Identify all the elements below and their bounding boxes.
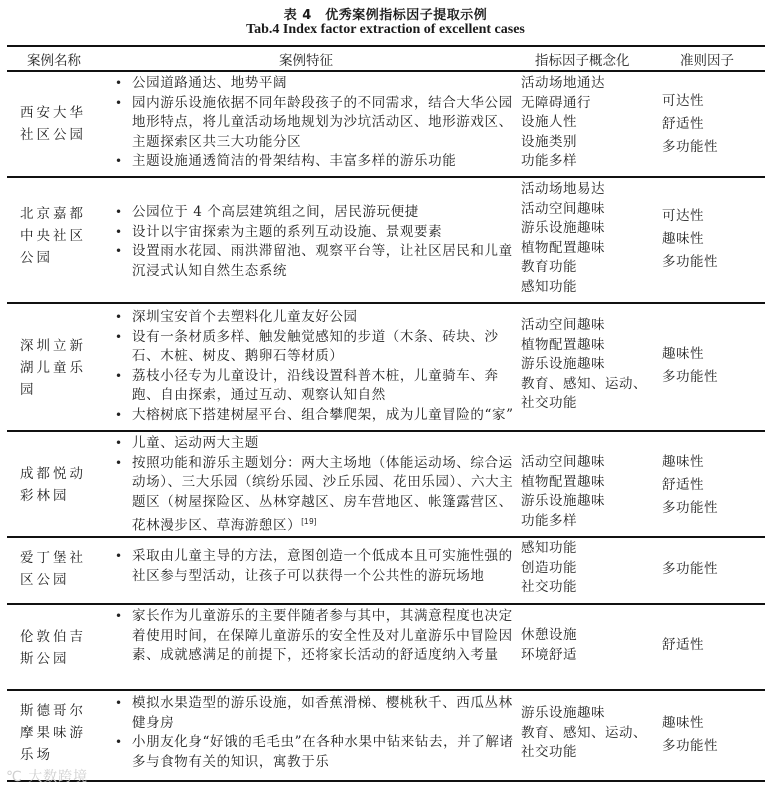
criteria-factors: 可达性 趣味性 多功能性 xyxy=(662,208,718,270)
watermark-icon: ℃ xyxy=(6,769,29,785)
case-name: 深圳立新湖儿童乐园 xyxy=(20,338,86,398)
feature-item: • 模拟水果造型的游乐设施，如香蕉滑梯、樱桃秋千、西瓜丛林健身房 xyxy=(115,695,513,731)
bullet-icon: • xyxy=(115,735,123,749)
table-caption-chinese: 表 4 优秀案例指标因子提取示例 xyxy=(283,8,488,23)
index-factors: 活动场地易达 活动空间趣味 游乐设施趣味 植物配置趣味 教育功能 感知功能 xyxy=(521,181,605,295)
feature-item: • 采取由儿童主导的方法，意图创造一个低成本且可实施性强的社区参与型活动，让孩子可以获得一个公共性的游玩场地 xyxy=(115,548,513,584)
bullet-icon: • xyxy=(115,224,123,239)
feature-item: • 公园道路通达、地势平阔 xyxy=(112,74,514,94)
feature-item: • 荔枝小径专为儿童设计，沿线设置科普木桩，儿童骑车、奔跑、自由探索，通过互动、观察认知自然 xyxy=(115,367,499,403)
case-features xyxy=(112,694,514,772)
row-divider xyxy=(7,603,765,605)
bullet-icon: • xyxy=(115,407,123,422)
feature-item: • 设有一条材质多样、触发触觉感知的步道（木条、砖块、沙石、木桩、树皮、鹅卵石等材质） xyxy=(115,328,499,364)
bullet-icon: • xyxy=(115,549,123,563)
case-features xyxy=(112,74,514,172)
case-name: 成都悦动彩林园 xyxy=(20,466,86,504)
feature-item: • 主题设施通透简洁的骨架结构、丰富多样的游乐功能 xyxy=(112,152,514,172)
bullet-icon: • xyxy=(115,368,123,383)
bullet-icon: • xyxy=(115,76,123,90)
bullet-icon: • xyxy=(115,95,123,110)
header-criteria: 准则因子 xyxy=(680,53,734,69)
table-caption-english: Tab.4 Index factor extraction of excellent cases xyxy=(246,22,525,37)
bullet-icon: • xyxy=(115,329,123,344)
feature-item: • 设计以宇宙探索为主题的系列互动设施、景观要素 xyxy=(112,223,514,243)
feature-item: • 公园位于 4 个高层建筑组之间，居民游玩便捷 xyxy=(112,203,514,223)
case-features xyxy=(112,434,514,536)
table-bottom-rule xyxy=(7,780,765,782)
case-name: 斯德哥尔摩果味游乐场 xyxy=(20,703,86,763)
criteria-factors: 趣味性 多功能性 xyxy=(662,715,718,754)
case-features xyxy=(112,203,514,281)
criteria-factors: 舒适性 xyxy=(662,637,704,653)
row-divider xyxy=(7,176,765,178)
citation-reference[interactable]: [19] xyxy=(301,517,317,526)
index-factors: 感知功能 创造功能 社交功能 xyxy=(521,540,577,595)
bullet-icon: • xyxy=(115,205,123,219)
table-top-rule xyxy=(7,45,765,47)
feature-item: • 儿童、运动两大主题 xyxy=(112,434,514,454)
bullet-icon: • xyxy=(115,696,123,710)
bullet-icon: • xyxy=(115,310,123,324)
bullet-icon: • xyxy=(115,609,123,623)
feature-item: • 家长作为儿童游乐的主要伴随者参与其中，其满意程度也决定着使用时间，在保障儿童游乐的安全性及对儿童游乐中冒险因素、成就感满足的前提下，还将家长活动的舒适度纳入考量 xyxy=(115,608,513,663)
case-features xyxy=(112,308,514,425)
case-name: 西安大华社区公园 xyxy=(20,105,86,143)
bullet-icon: • xyxy=(115,455,123,470)
feature-item: • 小朋友化身“好饿的毛毛虫”在各种水果中钻来钻去，并了解诸多与食物有关的知识，寓教于乐 xyxy=(115,734,514,770)
criteria-factors: 趣味性 舒适性 多功能性 xyxy=(662,454,718,516)
header-index-factors: 指标因子概念化 xyxy=(535,53,630,69)
row-divider xyxy=(7,689,765,691)
feature-item: • 按照功能和游乐主题划分：两大主场地（体能运动场、综合运动场）、三大乐园（缤纷乐园、沙丘乐园、花田乐园）、六大主题区（树屋探险区、丛林穿越区、房车营地区、帐篷露营区、花林漫步区、草海游憩区）[19] xyxy=(115,454,514,534)
row-divider xyxy=(7,430,765,432)
index-factors: 游乐设施趣味 教育、感知、运动、 社交功能 xyxy=(521,705,647,760)
case-features xyxy=(112,607,514,666)
case-name: 爱丁堡社区公园 xyxy=(20,550,86,588)
header-bottom-rule xyxy=(7,70,765,72)
feature-item: • 园内游乐设施依据不同年龄段孩子的不同需求，结合大华公园地形特点，将儿童活动场地规划为沙坑活动区、地形游戏区、主题探索区共三大功能分区 xyxy=(115,94,513,150)
bullet-icon: • xyxy=(115,244,123,258)
index-factors: 活动场地通达 无障碍通行 设施人性 设施类别 功能多样 xyxy=(521,75,605,169)
case-name: 北京嘉都中央社区公园 xyxy=(20,206,86,266)
feature-item: • 设置雨水花园、雨洪滞留池、观察平台等，让社区居民和儿童沉浸式认知自然生态系统 xyxy=(115,243,513,279)
feature-item: • 大榕树底下搭建树屋平台、组合攀爬架，成为儿童冒险的“家” xyxy=(112,406,514,426)
bullet-icon: • xyxy=(115,154,123,168)
bullet-icon: • xyxy=(115,436,123,450)
index-factors: 休憩设施 环境舒适 xyxy=(521,627,577,663)
index-factors: 活动空间趣味 植物配置趣味 游乐设施趣味 教育、感知、运动、 社交功能 xyxy=(521,317,647,411)
criteria-factors: 趣味性 多功能性 xyxy=(662,346,718,385)
criteria-factors: 多功能性 xyxy=(662,561,718,577)
index-factors: 活动空间趣味 植物配置趣味 游乐设施趣味 功能多样 xyxy=(521,454,605,529)
feature-item: • 深圳宝安首个去塑料化儿童友好公园 xyxy=(112,308,514,328)
criteria-factors: 可达性 舒适性 多功能性 xyxy=(662,93,718,155)
row-divider xyxy=(7,536,765,538)
case-name: 伦敦伯吉斯公园 xyxy=(20,629,86,667)
row-divider xyxy=(7,302,765,304)
watermark-logo: ℃ 大数跨境 xyxy=(6,769,89,785)
header-case-name: 案例名称 xyxy=(27,53,81,69)
header-case-features: 案例特征 xyxy=(279,53,333,69)
case-features xyxy=(112,547,514,586)
